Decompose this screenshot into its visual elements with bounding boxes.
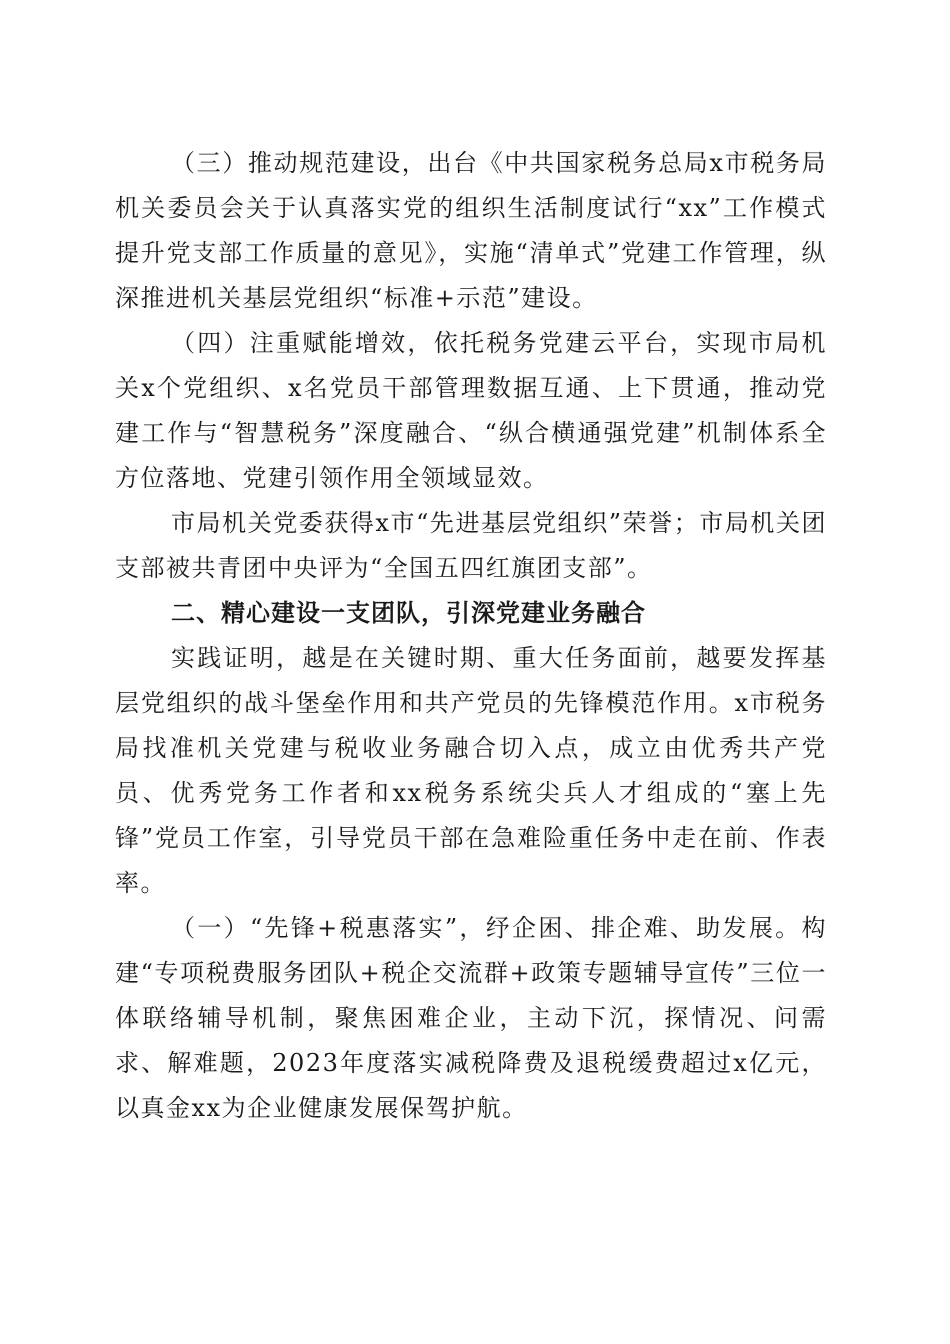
section-intro-paragraph: 实践证明，越是在关键时期、重大任务面前，越要发挥基层党组织的战斗堡垒作用和共产党员的先锋模范作用。x市税务局找准机关党建与税收业务融合切入点，成立由优秀共产党员、优秀党务工作者和xx税务系统尖兵人才组成的“塞上先锋”党员工作室，引导党员干部在急难险重任务中走在前、作表率。: [115, 644, 827, 897]
paragraph-honor: 市局机关党委获得x市“先进基层党组织”荣誉；市局机关团支部被共青团中央评为“全国五四红旗团支部”。: [115, 509, 827, 582]
section-item-one-paragraph: （一）“先锋+税惠落实”，纾企困、排企难、助发展。构建“专项税费服务团队+税企交流群+政策专题辅导宣传”三位一体联络辅导机制，聚焦困难企业，主动下沉，探情况、问需求、解难题，2023年度落实减税降费及退税缓费超过x亿元，以真金xx为企业健康发展保驾护航。: [115, 914, 827, 1122]
document-body: [115, 141, 827, 1131]
section-heading: 二、精心建设一支团队，引深党建业务融合: [171, 599, 646, 627]
paragraph-three: （三）推动规范建设，出台《中共国家税务总局x市税务局机关委员会关于认真落实党的组织生活制度试行“xx”工作模式提升党支部工作质量的意见》，实施“清单式”党建工作管理，纵深推进机关基层党组织“标准+示范”建设。: [115, 149, 827, 312]
paragraph-four: （四）注重赋能增效，依托税务党建云平台，实现市局机关x个党组织、x名党员干部管理数据互通、上下贯通，推动党建工作与“智慧税务”深度融合、“纵合横通强党建”机制体系全方位落地、党建引领作用全领域显效。: [115, 329, 827, 492]
